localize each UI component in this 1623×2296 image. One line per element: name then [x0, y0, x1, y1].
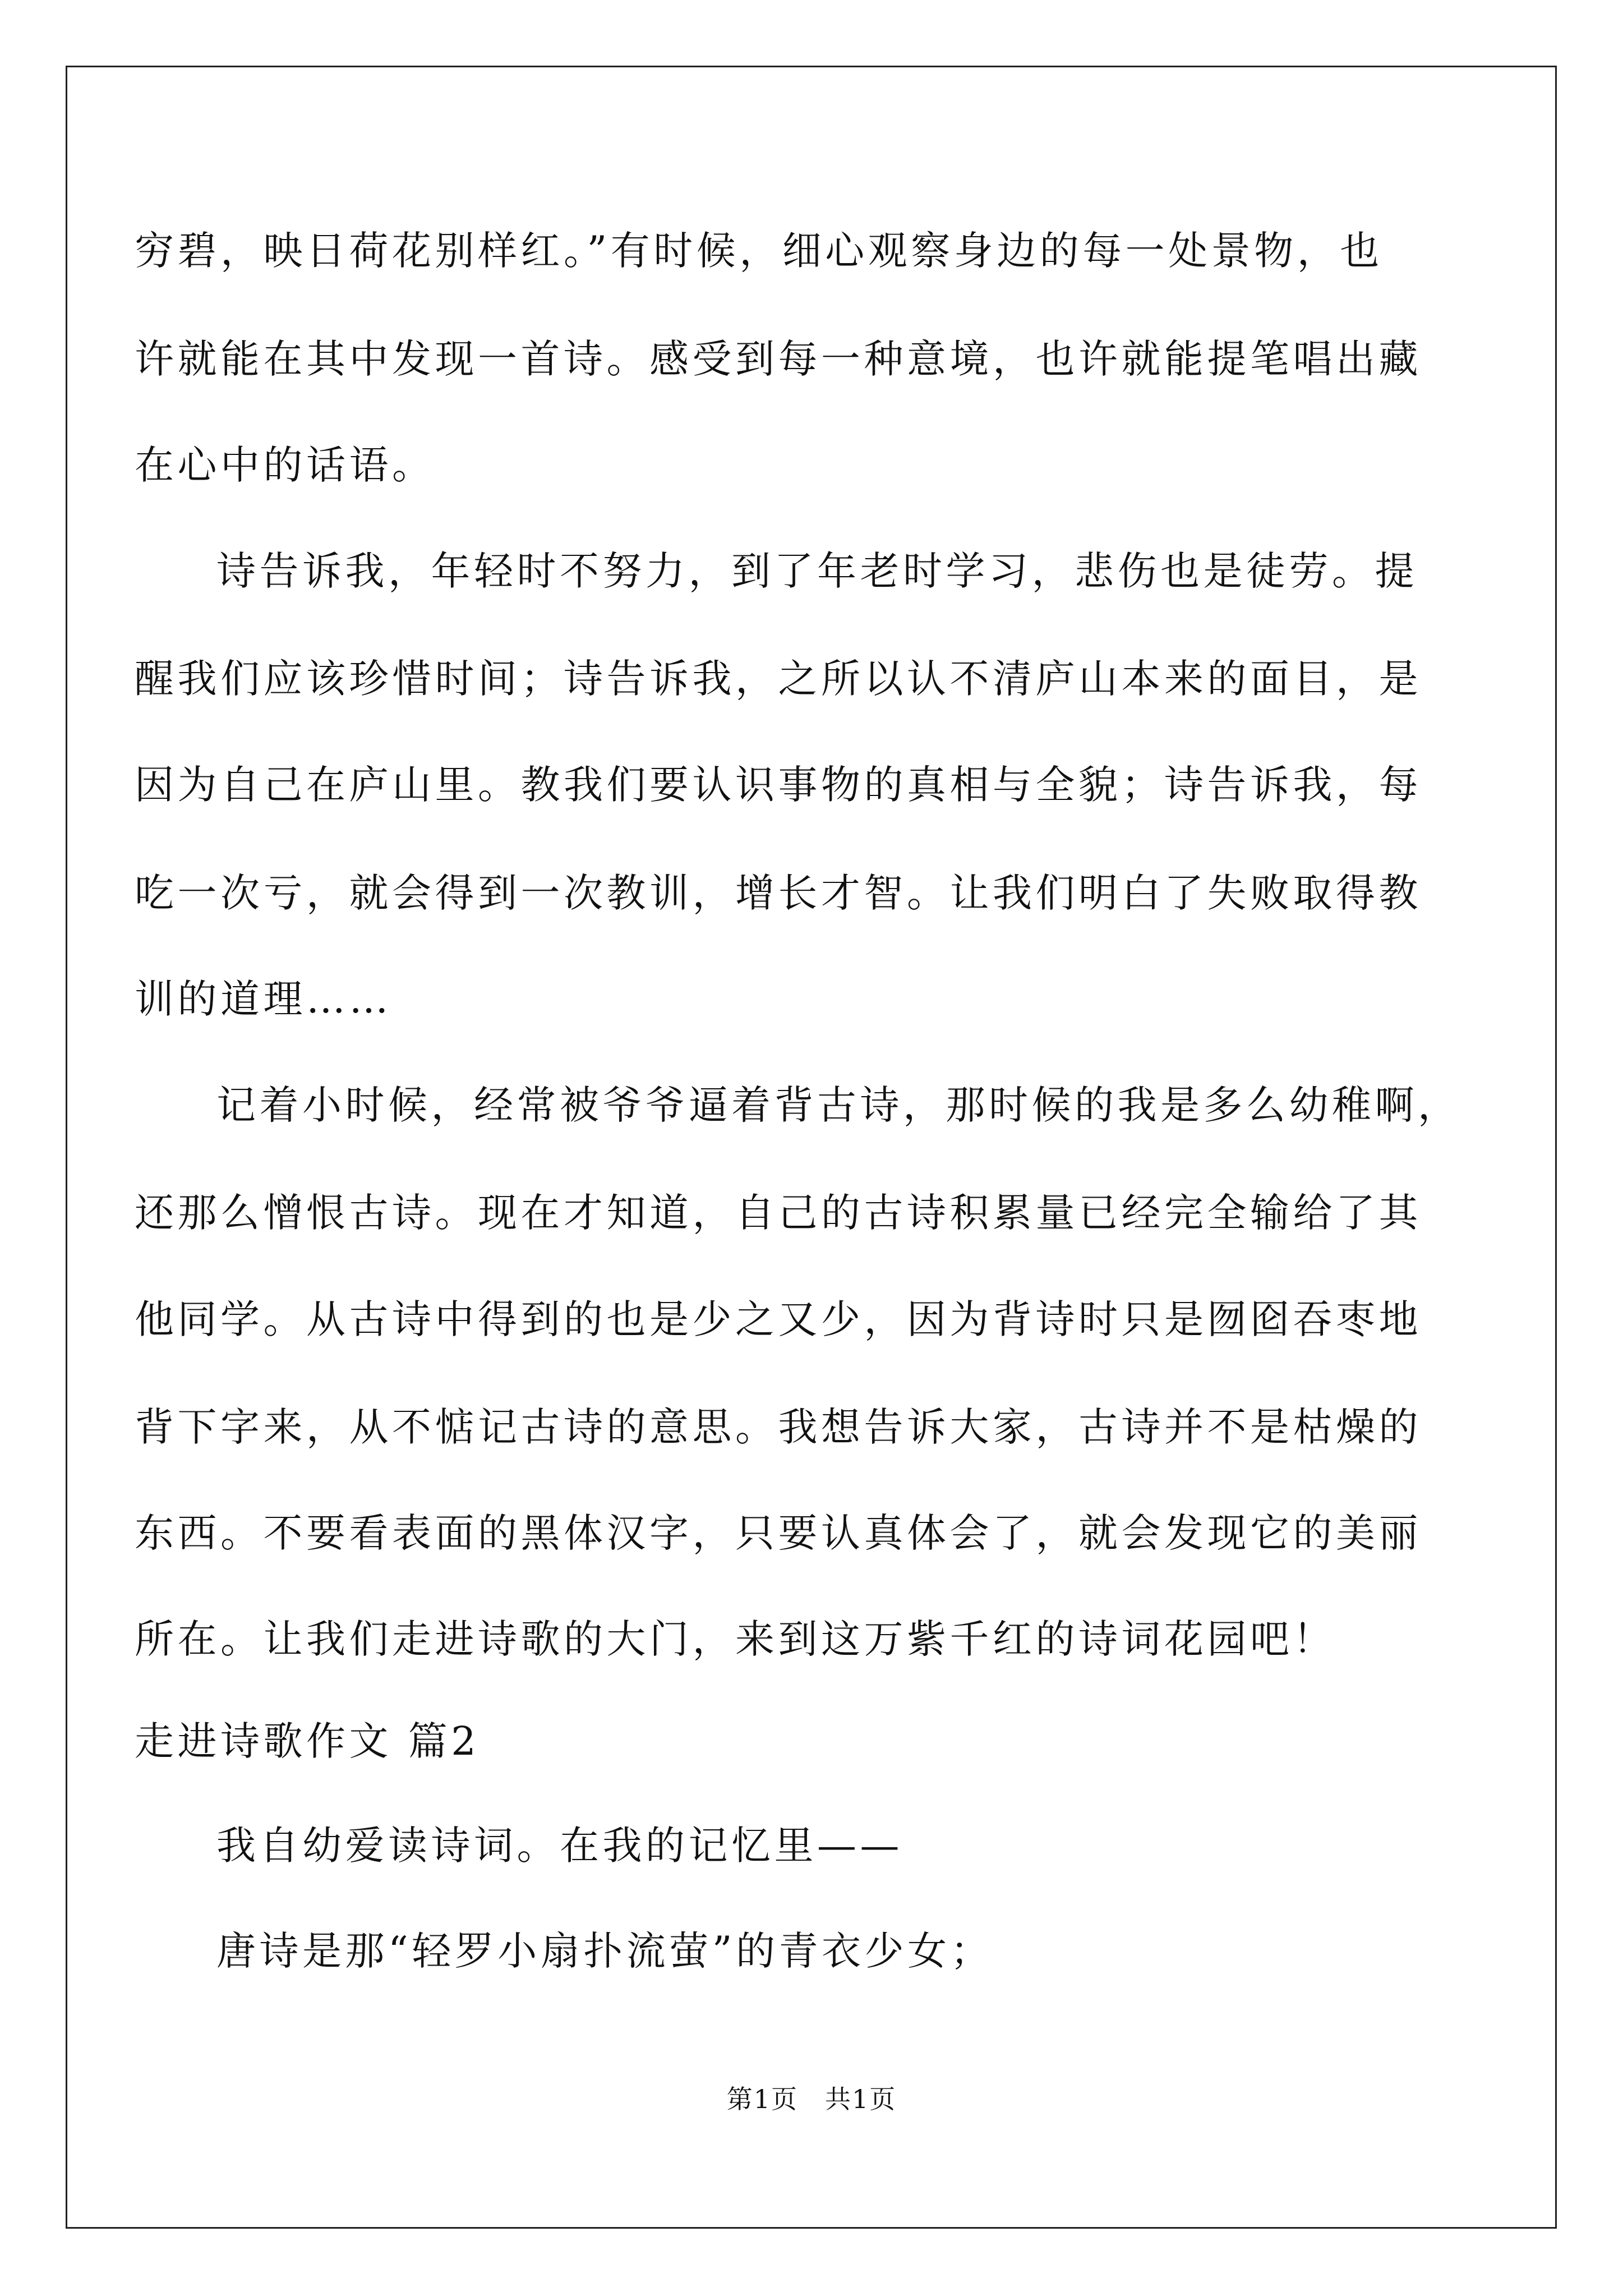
- paragraph-line: 他同学。从古诗中得到的也是少之又少，因为背诗时只是囫囵吞枣地: [135, 1296, 1422, 1342]
- paragraph-line: 在心中的话语。: [135, 442, 435, 488]
- page-border: [66, 66, 1557, 2229]
- paragraph-line: 穷碧，映日荷花别样红。”有时候，细心观察身边的每一处景物，也: [135, 228, 1383, 274]
- paragraph-line: 记着小时候，经常被爷爷逼着背古诗，那时候的我是多么幼稚啊，: [216, 1082, 1461, 1128]
- paragraph-line: 吃一次亏，就会得到一次教训，增长才智。让我们明白了失败取得教: [135, 870, 1422, 916]
- page-footer: 第1页 共1页: [726, 2084, 897, 2114]
- paragraph-line: 我自幼爱读诗词。在我的记忆里——: [216, 1823, 903, 1869]
- paragraph-line: 训的道理……: [135, 976, 392, 1022]
- paragraph-line: 所在。让我们走进诗歌的大门，来到这万紫千红的诗词花园吧！: [135, 1616, 1336, 1662]
- section-heading: 走进诗歌作文 篇2: [135, 1718, 480, 1764]
- paragraph-line: 还那么憎恨古诗。现在才知道，自己的古诗积累量已经完全输给了其: [135, 1190, 1422, 1236]
- paragraph-line: 许就能在其中发现一首诗。感受到每一种意境，也许就能提笔唱出藏: [135, 336, 1422, 382]
- paragraph-line: 唐诗是那“轻罗小扇扑流萤”的青衣少女；: [216, 1928, 994, 1974]
- paragraph-line: 诗告诉我，年轻时不努力，到了年老时学习，悲伤也是徒劳。提: [216, 548, 1418, 594]
- paragraph-line: 醒我们应该珍惜时间；诗告诉我，之所以认不清庐山本来的面目，是: [135, 656, 1422, 702]
- paragraph-line: 因为自己在庐山里。教我们要认识事物的真相与全貌；诗告诉我，每: [135, 762, 1422, 808]
- paragraph-line: 东西。不要看表面的黑体汉字，只要认真体会了，就会发现它的美丽: [135, 1510, 1422, 1556]
- paragraph-line: 背下字来，从不惦记古诗的意思。我想告诉大家，古诗并不是枯燥的: [135, 1404, 1422, 1450]
